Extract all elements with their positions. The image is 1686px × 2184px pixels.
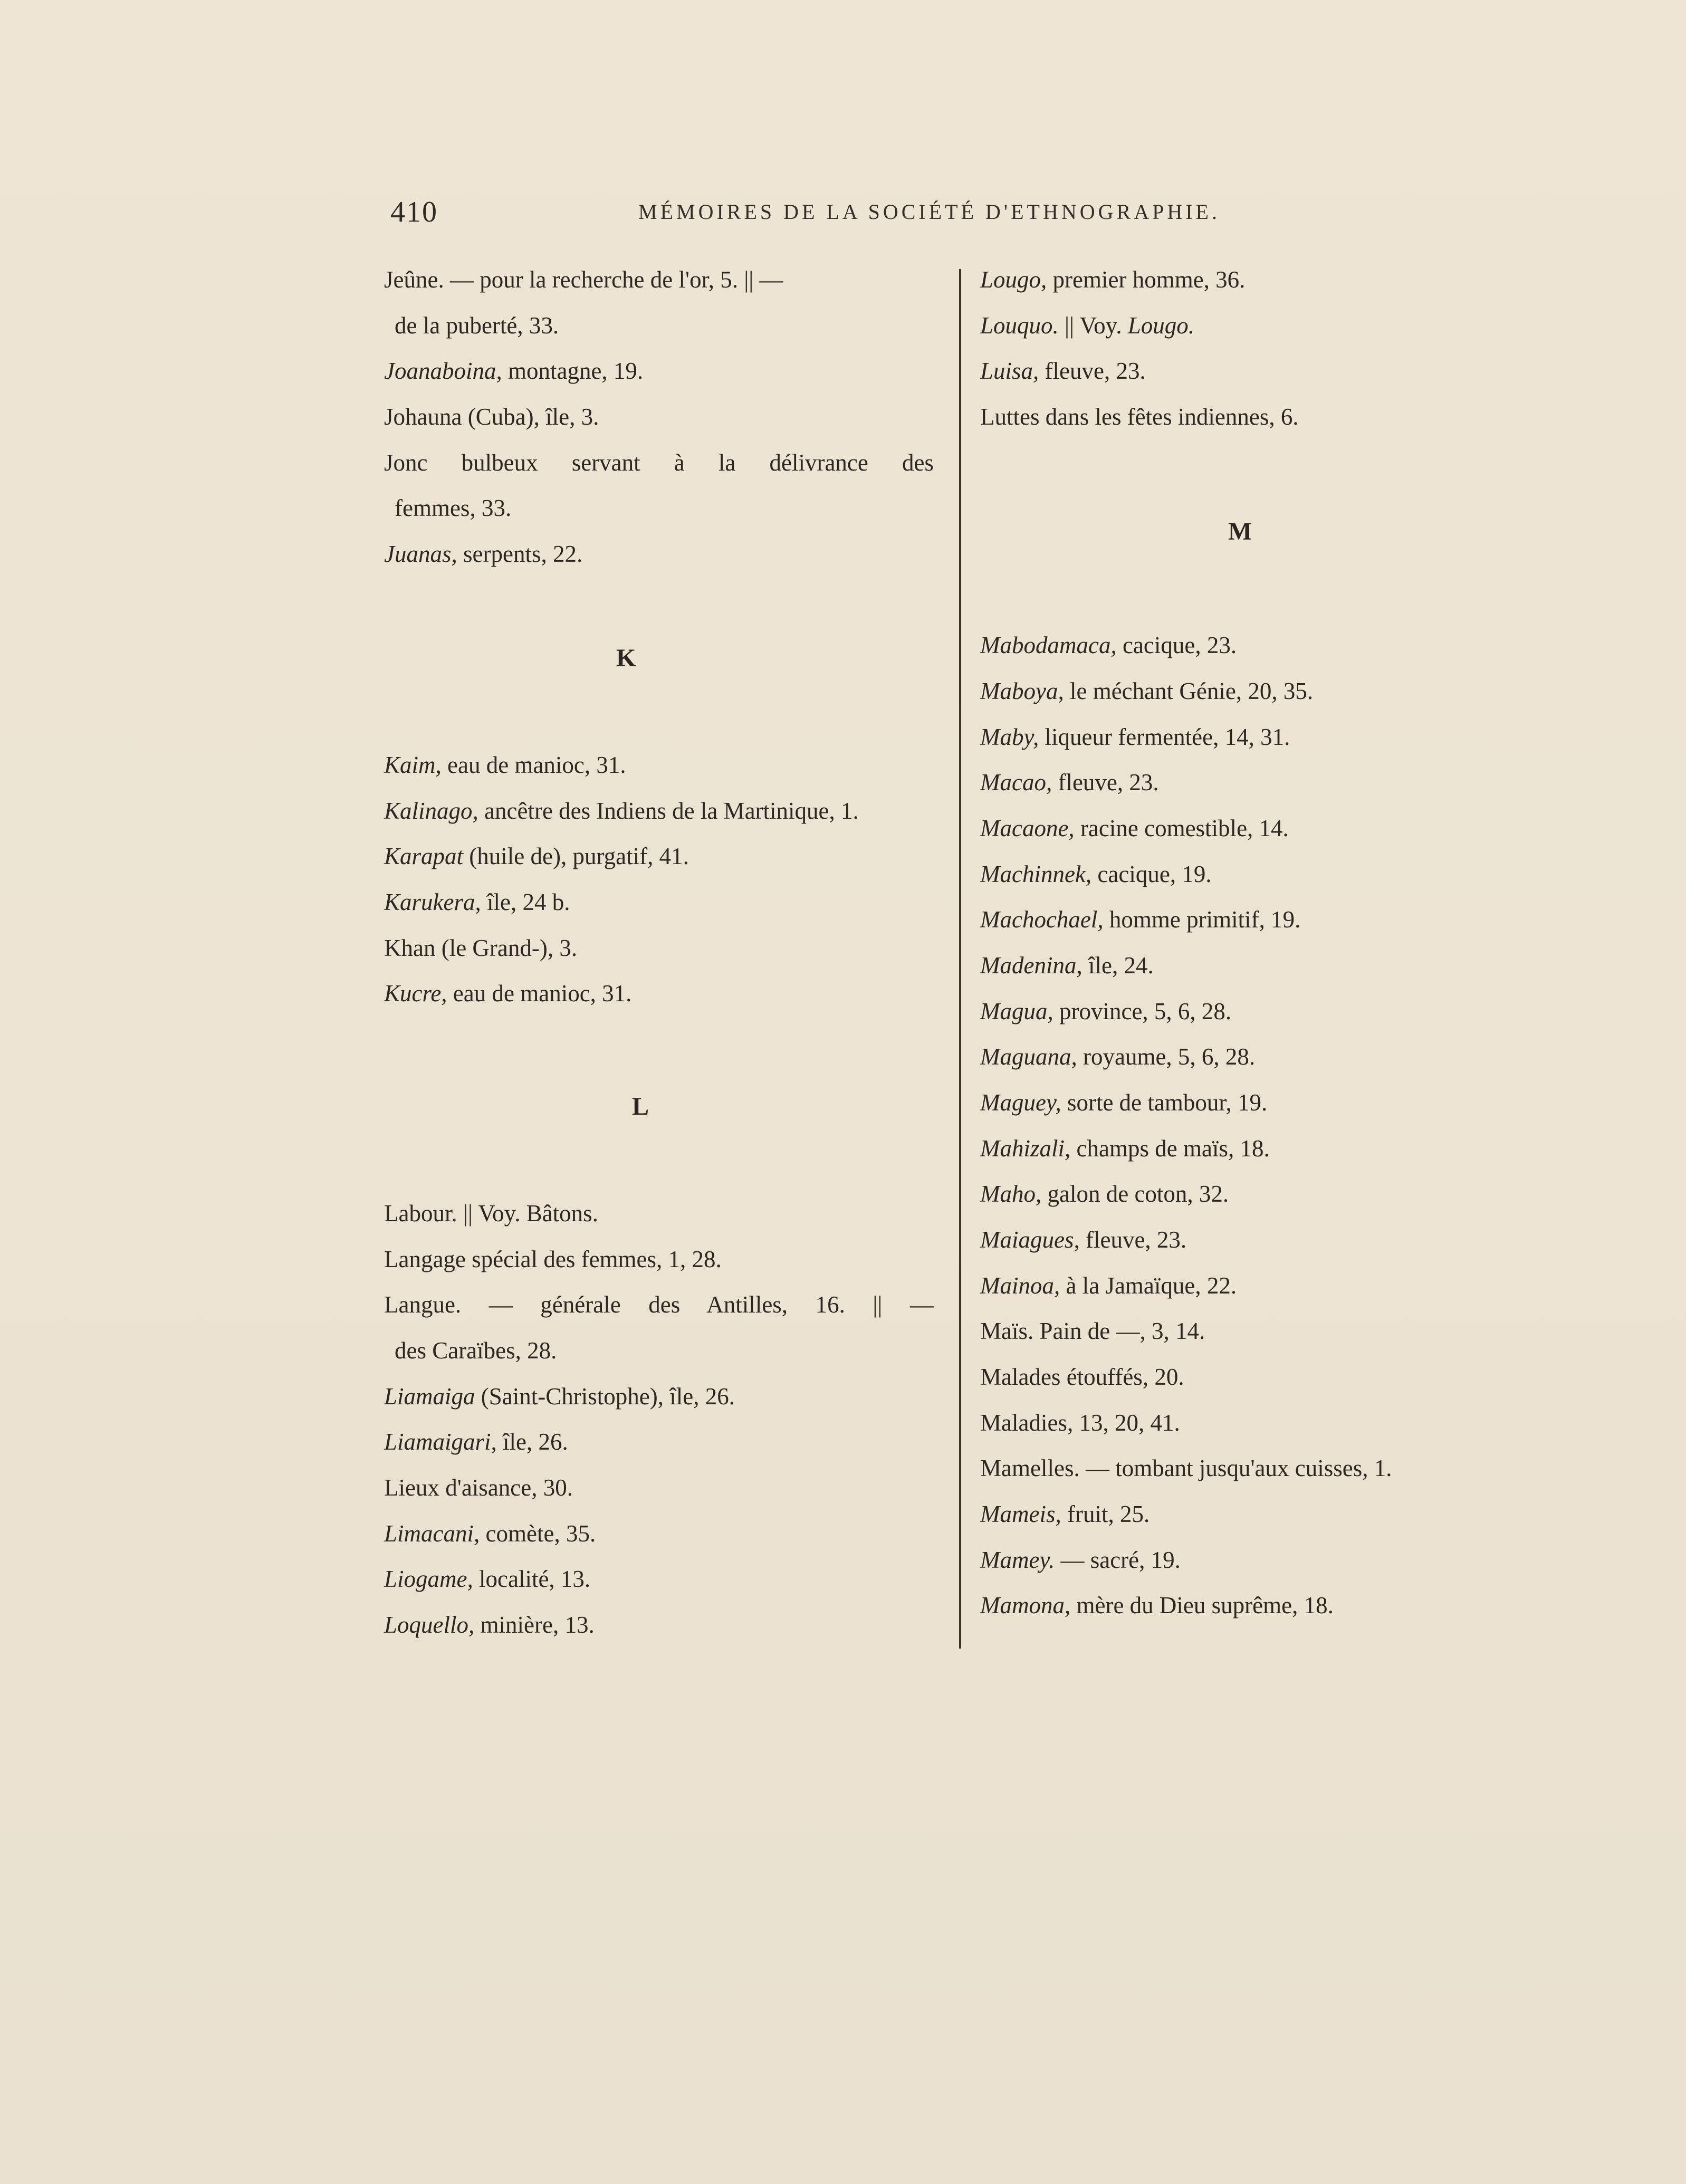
index-entry	[980, 1224, 1186, 1256]
entry-text: eau de manioc, 31.	[441, 752, 626, 778]
entry-text: (huile de), purgatif, 41.	[463, 843, 689, 869]
index-entry	[980, 1178, 1229, 1210]
entry-headword: Kalinago,	[384, 798, 478, 824]
entry-text: localité, 13.	[473, 1566, 591, 1592]
index-entry	[384, 978, 631, 1009]
entry-text: minière, 13.	[474, 1612, 595, 1638]
entry-text: homme primitif, 19.	[1103, 906, 1301, 933]
entry-text: île, 24 b.	[481, 889, 570, 915]
entry-headword: Liamaigari,	[384, 1429, 497, 1455]
entry-text: province, 5, 6, 28.	[1053, 998, 1232, 1024]
entry-text: Malades étouffés, 20.	[980, 1364, 1184, 1390]
entry-headword: Liogame,	[384, 1566, 473, 1592]
entry-headword: Karapat	[384, 843, 464, 869]
section-letter-k: K	[616, 644, 637, 672]
entry-text: île, 26.	[496, 1429, 568, 1455]
index-entry	[384, 1381, 735, 1412]
index-entry	[980, 310, 1194, 341]
page-number: 410	[390, 196, 438, 228]
entry-text: Johauna (Cuba), île, 3.	[384, 404, 599, 430]
index-entry	[980, 1498, 1149, 1530]
entry-text: liqueur fermentée, 14, 31.	[1039, 724, 1290, 750]
index-entry	[384, 932, 577, 964]
index-entry	[384, 447, 934, 478]
entry-headword: Liamaiga	[384, 1383, 475, 1410]
index-entry-continuation	[395, 1335, 557, 1366]
entry-headword: Jeûne.	[384, 266, 444, 293]
entry-headword: Mabodamaca,	[980, 632, 1117, 658]
index-entry	[384, 1518, 596, 1549]
entry-text: femmes, 33.	[395, 495, 512, 521]
entry-text: fleuve, 23.	[1079, 1227, 1187, 1253]
page-header	[390, 195, 1303, 232]
entry-text: premier homme, 36.	[1047, 266, 1246, 293]
index-entry	[980, 629, 1237, 661]
entry-headword: Louquo.	[980, 312, 1059, 339]
entry-text: des Caraïbes, 28.	[395, 1337, 557, 1364]
entry-text: le méchant Génie, 20, 35.	[1064, 678, 1314, 704]
entry-text: champs de maïs, 18.	[1070, 1135, 1270, 1162]
entry-text: fleuve, 23.	[1052, 769, 1159, 796]
index-entry	[980, 1589, 1334, 1621]
index-entry	[980, 812, 1289, 844]
index-entry	[384, 1289, 934, 1320]
entry-text: eau de manioc, 31.	[447, 980, 632, 1007]
index-entry	[384, 264, 783, 295]
index-entry	[384, 1609, 595, 1641]
entry-text: fruit, 25.	[1061, 1501, 1150, 1527]
entry-headword: Maguana,	[980, 1043, 1077, 1070]
index-entry	[980, 767, 1159, 798]
index-entry	[384, 401, 599, 433]
entry-headword: Maiagues,	[980, 1227, 1080, 1253]
column-divider	[959, 269, 961, 1649]
entry-headword: Machochael,	[980, 906, 1104, 933]
index-entry	[980, 1133, 1270, 1164]
section-letter-l: L	[632, 1093, 650, 1120]
entry-text: Labour. || Voy. Bâtons.	[384, 1200, 598, 1227]
entry-headword: Mainoa,	[980, 1272, 1060, 1299]
entry-headword: Maguey,	[980, 1089, 1061, 1116]
index-entry	[384, 538, 582, 570]
entry-headword: Macaone,	[980, 815, 1075, 841]
entry-text: fleuve, 23.	[1039, 358, 1146, 384]
entry-headword: Karukera,	[384, 889, 481, 915]
entry-text: montagne, 19.	[502, 358, 644, 384]
index-entry-continuation	[395, 492, 511, 524]
entry-text: Mamelles. — tombant jusqu'aux cuisses, 1.	[980, 1455, 1392, 1481]
entry-text: sorte de tambour, 19.	[1061, 1089, 1268, 1116]
entry-text: royaume, 5, 6, 28.	[1077, 1043, 1256, 1070]
entry-text: || Voy.	[1058, 312, 1128, 339]
entry-headword: Joanaboina,	[384, 358, 502, 384]
index-entry	[980, 1361, 1184, 1393]
entry-headword: Maby,	[980, 724, 1039, 750]
index-entry	[980, 1270, 1237, 1301]
entry-headword: Madenina,	[980, 952, 1083, 979]
entry-text: — pour la recherche de l'or, 5. || —	[444, 266, 783, 293]
entry-headword: Juanas,	[384, 541, 457, 567]
entry-text: île, 24.	[1082, 952, 1154, 979]
index-entry-continuation	[395, 310, 559, 341]
entry-crossref: Lougo.	[1127, 312, 1195, 339]
section-letter-m: M	[1228, 518, 1253, 545]
index-entry	[980, 904, 1300, 935]
entry-headword: Lougo,	[980, 266, 1047, 293]
index-entry	[384, 1426, 568, 1458]
index-entry	[980, 1407, 1180, 1439]
entry-text: Langage spécial des femmes, 1, 28.	[384, 1246, 722, 1272]
entry-text: mère du Dieu suprême, 18.	[1070, 1592, 1334, 1618]
entry-text: Maladies, 13, 20, 41.	[980, 1410, 1180, 1436]
entry-headword: Luisa,	[980, 358, 1039, 384]
entry-text: Lieux d'aisance, 30.	[384, 1474, 573, 1501]
entry-text: Maïs. Pain de —, 3, 14.	[980, 1318, 1205, 1344]
index-entry	[980, 950, 1154, 981]
index-entry	[384, 886, 570, 918]
entry-text: galon de coton, 32.	[1041, 1181, 1229, 1207]
entry-text: racine comestible, 14.	[1074, 815, 1289, 841]
entry-headword: Mahizali,	[980, 1135, 1071, 1162]
entry-headword: Kucre,	[384, 980, 447, 1007]
index-entry	[980, 721, 1290, 753]
index-entry	[980, 355, 1146, 387]
entry-headword: Loquello,	[384, 1612, 475, 1638]
index-entry	[980, 1087, 1267, 1118]
entry-headword: Mamona,	[980, 1592, 1071, 1618]
entry-headword: Limacani,	[384, 1520, 480, 1547]
entry-headword: Macao,	[980, 769, 1052, 796]
entry-text: Luttes dans les fêtes indiennes, 6.	[980, 404, 1299, 430]
index-entry	[384, 1563, 590, 1595]
entry-text: serpents, 22.	[457, 541, 583, 567]
entry-text: Jonc bulbeux servant à la délivrance des	[384, 449, 934, 476]
entry-headword: Maboya,	[980, 678, 1064, 704]
entry-text: comète, 35.	[480, 1520, 596, 1547]
index-entry	[384, 355, 643, 387]
index-entry	[384, 749, 626, 781]
entry-text: Langue. — générale des Antilles, 16. || —	[384, 1291, 934, 1318]
index-entry	[980, 401, 1299, 433]
entry-headword: Mamey.	[980, 1547, 1055, 1573]
entry-text: de la puberté, 33.	[395, 312, 559, 339]
index-entry	[980, 264, 1245, 295]
entry-text: Khan (le Grand-), 3.	[384, 935, 578, 961]
entry-headword: Mameis,	[980, 1501, 1061, 1527]
index-entry	[980, 1452, 1392, 1484]
entry-text: (Saint-Christophe), île, 26.	[475, 1383, 735, 1410]
index-entry	[980, 858, 1212, 890]
index-entry	[980, 1544, 1181, 1576]
entry-text: cacique, 23.	[1116, 632, 1237, 658]
index-entry	[980, 675, 1313, 707]
index-entry	[384, 1472, 573, 1503]
index-entry	[980, 1041, 1255, 1072]
entry-headword: Kaim,	[384, 752, 442, 778]
running-title: MÉMOIRES DE LA SOCIÉTÉ D'ETHNOGRAPHIE.	[638, 200, 1220, 224]
index-entry	[980, 1315, 1205, 1347]
index-entry	[980, 995, 1231, 1027]
entry-text: à la Jamaïque, 22.	[1060, 1272, 1237, 1299]
entry-text: — sacré, 19.	[1055, 1547, 1181, 1573]
entry-text: cacique, 19.	[1091, 861, 1212, 887]
index-entry	[384, 1243, 722, 1275]
entry-text: ancêtre des Indiens de la Martinique, 1.	[478, 798, 859, 824]
index-entry	[384, 840, 689, 872]
index-entry	[384, 795, 859, 827]
index-entry	[384, 1198, 598, 1229]
entry-headword: Magua,	[980, 998, 1053, 1024]
entry-headword: Maho,	[980, 1181, 1042, 1207]
entry-headword: Machinnek,	[980, 861, 1092, 887]
